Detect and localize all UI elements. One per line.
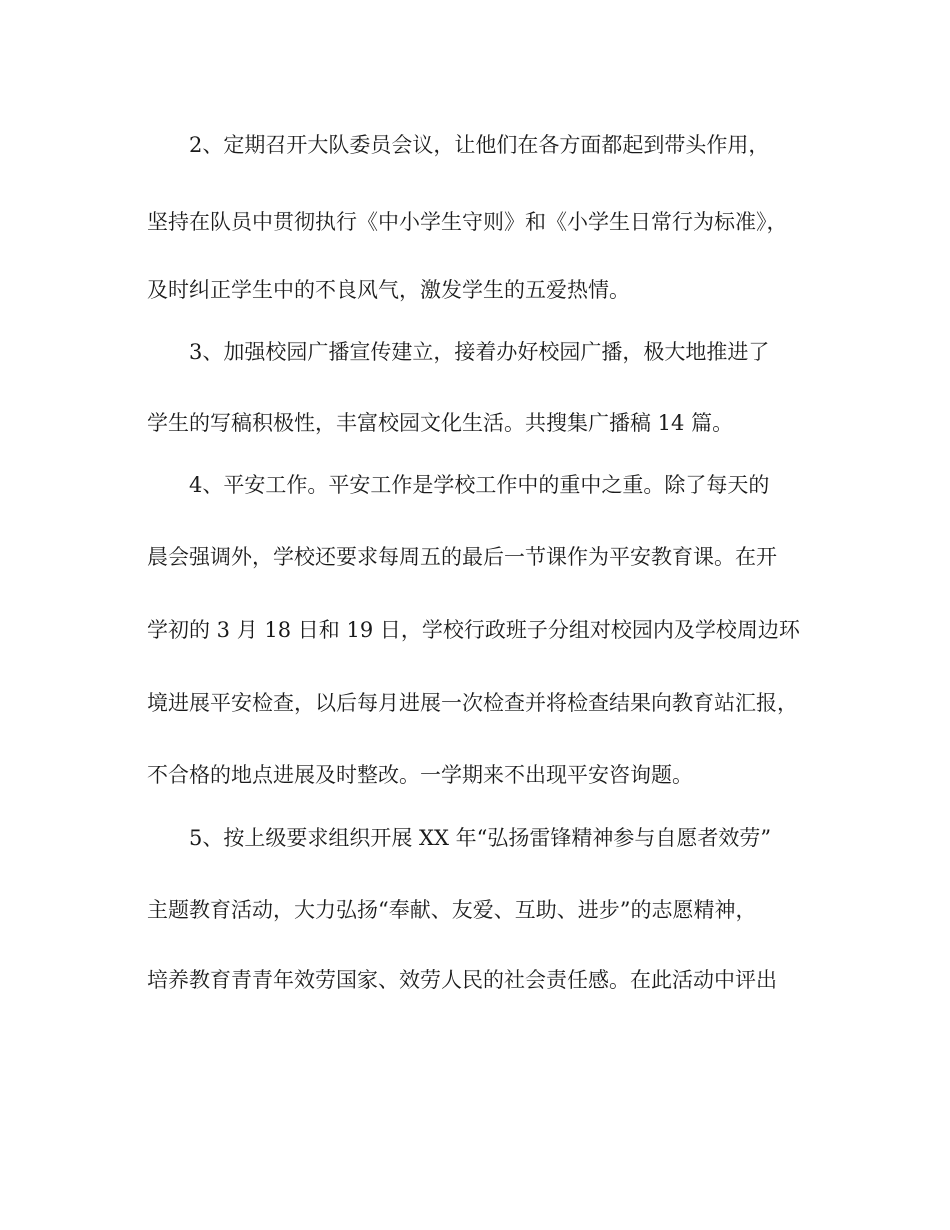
paragraph-4-line-1: 4、平安工作。平安工作是学校工作中的重中之重。除了每天的 — [189, 473, 770, 497]
paragraph-4-line-3: 学初的 3 月 18 日和 19 日，学校行政班子分组对校园内及学校周边环 — [147, 618, 800, 642]
paragraph-5-line-2: 主题教育活动，大力弘扬“奉献、友爱、互助、进步”的志愿精神， — [147, 898, 757, 922]
paragraph-4-line-2: 晨会强调外，学校还要求每周五的最后一节课作为平安教育课。在开 — [147, 545, 777, 569]
paragraph-4-line-5: 不合格的地点进展及时整改。一学期来不出现平安咨询题。 — [147, 763, 693, 787]
paragraph-5-line-1: 5、按上级要求组织开展 XX 年“弘扬雷锋精神参与自愿者效劳” — [189, 826, 772, 850]
paragraph-3-line-1: 3、加强校园广播宣传建立，接着办好校园广播，极大地推进了 — [189, 340, 770, 364]
paragraph-2-line-3: 及时纠正学生中的不良风气，激发学生的五爱热情。 — [147, 278, 630, 302]
paragraph-4-line-4: 境进展平安检查，以后每月进展一次检查并将检查结果向教育站汇报， — [147, 691, 798, 715]
paragraph-2-line-2: 坚持在队员中贯彻执行《中小学生守则》和《小学生日常行为标准》， — [147, 210, 788, 234]
paragraph-5-line-3: 培养教育青青年效劳国家、效劳人民的社会责任感。在此活动中评出 — [147, 968, 777, 992]
paragraph-2-line-1: 2、定期召开大队委员会议，让他们在各方面都起到带头作用， — [189, 133, 770, 157]
paragraph-3-line-2: 学生的写稿积极性，丰富校园文化生活。共搜集广播稿 14 篇。 — [147, 411, 734, 435]
